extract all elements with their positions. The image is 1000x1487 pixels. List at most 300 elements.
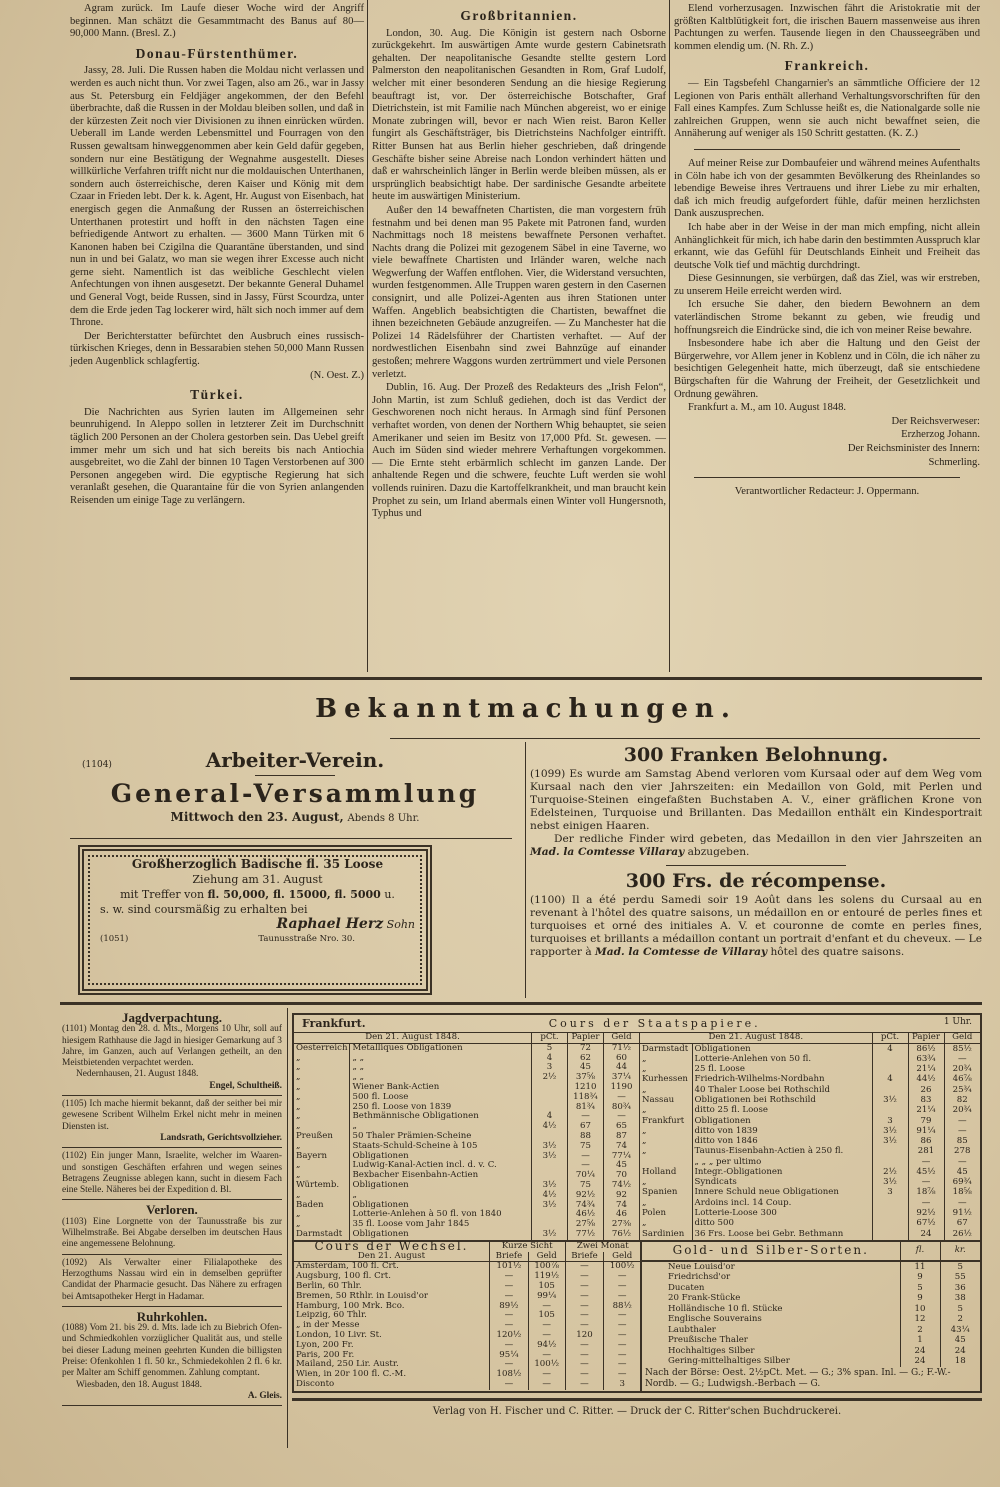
stock-papier: 75 bbox=[568, 1181, 604, 1191]
stock-name: 40 Thaler Loose bei Rothschild bbox=[694, 1084, 830, 1095]
stock-geld: 76½ bbox=[604, 1230, 640, 1240]
gold-table bbox=[642, 1242, 982, 1393]
reward-name: Mad. la Comtesse de Villaray bbox=[595, 946, 768, 958]
stock-row bbox=[640, 1075, 980, 1085]
stock-name: 35 fl. Loose vom Jahr 1845 bbox=[352, 1219, 470, 1230]
exchange-value: — bbox=[528, 1370, 565, 1380]
stock-papier: 92½ bbox=[568, 1191, 604, 1201]
stock-country: „ bbox=[294, 1112, 350, 1122]
stock-papier: 63¾ bbox=[908, 1055, 944, 1065]
stock-geld: 74 bbox=[604, 1201, 640, 1211]
exchange-place: Wien, in 20r 100 fl. C.-M. bbox=[296, 1369, 407, 1380]
stock-papier: 81¾ bbox=[568, 1103, 604, 1113]
stock-name: Integr.-Obligationen bbox=[694, 1166, 783, 1177]
exchange-place: Mailand, 250 Lir. Austr. bbox=[296, 1359, 399, 1370]
signature-line: Der Reichsminister des Innern: bbox=[847, 443, 980, 454]
stock-geld: — bbox=[944, 1157, 980, 1167]
stock-name: ditto 25 fl. Loose bbox=[694, 1105, 768, 1116]
exchange-place: „ in der Messe bbox=[296, 1320, 360, 1331]
stock-country: „ bbox=[294, 1210, 350, 1220]
stock-row bbox=[640, 1229, 980, 1239]
exchange-value: — bbox=[565, 1370, 604, 1380]
stock-country: „ bbox=[640, 1106, 692, 1116]
stock-name: Staats-Schuld-Scheine à 105 bbox=[352, 1140, 478, 1151]
stock-percent bbox=[872, 1209, 908, 1219]
exchange-value: — bbox=[528, 1380, 565, 1390]
stock-country: Sardinien bbox=[640, 1229, 692, 1239]
gold-value: 2 bbox=[940, 1314, 980, 1325]
gold-row bbox=[642, 1335, 980, 1346]
exchange-value: — bbox=[604, 1341, 640, 1351]
stock-country: Polen bbox=[640, 1209, 692, 1219]
stock-percent bbox=[872, 1106, 908, 1116]
exchange-value: — bbox=[604, 1292, 640, 1302]
classified-signature: Engel, Schultheiß. bbox=[209, 1080, 282, 1091]
stock-name: „ bbox=[352, 1121, 357, 1132]
section-rule bbox=[60, 1002, 982, 1005]
gold-value: 24 bbox=[900, 1346, 940, 1357]
stock-column-header: pCt. bbox=[872, 1033, 908, 1044]
news-column-1 bbox=[70, 3, 364, 509]
stock-percent: 4 bbox=[872, 1044, 908, 1055]
gold-value: 12 bbox=[900, 1314, 940, 1325]
stock-papier: 281 bbox=[908, 1147, 944, 1157]
article-paragraph: Diese Gesinnungen, sie verbürgen, daß das Ziel, was wir erstreben, zu unserem Heile erreicht werden wird. bbox=[674, 273, 980, 297]
stock-percent: 4 bbox=[872, 1075, 908, 1085]
exchange-value: — bbox=[565, 1360, 604, 1370]
exchange-value: — bbox=[489, 1311, 528, 1321]
stock-geld: 91½ bbox=[944, 1209, 980, 1219]
signature-line: Schmerling. bbox=[928, 456, 980, 468]
gold-coin: Neue Louisd'or bbox=[668, 1261, 735, 1272]
stock-papier: 72 bbox=[568, 1043, 604, 1053]
ad-rule bbox=[70, 838, 512, 839]
stock-row bbox=[640, 1219, 980, 1229]
stock-country: „ bbox=[640, 1147, 692, 1157]
gold-column-header: kr. bbox=[940, 1242, 980, 1261]
stock-percent: 3½ bbox=[872, 1127, 908, 1137]
exchange-value: — bbox=[604, 1272, 640, 1282]
exchange-value: 105 bbox=[528, 1311, 565, 1321]
article-paragraph: Jassy, 28. Juli. Die Russen haben die Moldau nicht verlassen und werden es auch nicht thun. Vor zwei Tagen, also am 26., war in Jassy aus St. Petersburg ein Feldjäger angekommen, der den Befehl überbrachte, daß die Russen in der Moldau bleiben sollen, und daß in der kürzesten Zeit noch vier Divisionen zu ihnen einrücken würden. Ueberall im Lande werden Lebensmittel und Fourragen von den Russen gewaltsam hinweggenommen aber kein Geld dafür gegeben, sondern nur eine Bestätigung der Wegnahme ausgestellt. Dieses willkürliche Verfahren trifft nicht nur die moldauischen Unterthanen, sondern auch österreichische, deren Kaiser und König mit dem Czaar in Frieden lebt. Der k. k. Agent, Hr. August von Eisenbach, hat energisch gegen die Anmaßung der Russen an österreichischen Unterthanen protestirt und hofft in den nächsten Tagen eine befriedigende Antwort zu erhalten. — 3600 Mann Türken mit 6 Kanonen haben bei Czigilna die Quarantäne überstanden, und sind nun in und bei Galatz, wo man sie wegen ihrer Excesse auch nicht gerne sieht. Namentlich ist das weibliche Geschlecht vielen Anfechtungen von ihnen ausgesetzt. Der bekannte General Duhamel und General Vogt, beide Russen, sind in Jassy, Fürst Scourdza, unter dem die Erde jeden Tag lockerer wird, hält sich noch immer auf dem Throne. bbox=[70, 65, 364, 329]
stock-name: Lotterie-Anlehen à 50 fl. von 1840 bbox=[352, 1209, 502, 1220]
arbeiter-verein-ad bbox=[70, 748, 520, 824]
gold-row bbox=[642, 1346, 980, 1357]
section-rule bbox=[70, 677, 982, 680]
stock-country: „ bbox=[640, 1199, 692, 1209]
stock-papier: 46½ bbox=[568, 1210, 604, 1220]
gold-value: 18 bbox=[940, 1356, 980, 1367]
exchange-value: — bbox=[565, 1292, 604, 1302]
ad-subtitle: General-Versammlung bbox=[110, 779, 480, 808]
stock-papier: 83 bbox=[908, 1096, 944, 1106]
stock-geld: 74½ bbox=[604, 1181, 640, 1191]
exchange-place: Berlin, 60 Thlr. bbox=[296, 1280, 362, 1291]
stock-papier: 45 bbox=[568, 1063, 604, 1073]
gold-value: 45 bbox=[940, 1335, 980, 1346]
exchange-row bbox=[294, 1380, 640, 1390]
stock-country: Bayern bbox=[294, 1152, 350, 1162]
stock-name: Bexbacher Eisenbahn-Actien bbox=[352, 1170, 479, 1181]
article-rule bbox=[694, 149, 960, 150]
stock-geld: 69¾ bbox=[944, 1178, 980, 1188]
ad-date: Mittwoch den 23. August, bbox=[170, 810, 344, 824]
stock-geld: 26½ bbox=[944, 1229, 980, 1239]
exchange-place: Amsterdam, 100 fl. Crt. bbox=[296, 1261, 399, 1272]
stock-geld: 92 bbox=[604, 1191, 640, 1201]
stock-row bbox=[640, 1106, 980, 1116]
stock-papier: 67 bbox=[568, 1122, 604, 1132]
stock-name: 36 Frs. Loose bei Gebr. Bethmann bbox=[694, 1228, 844, 1239]
footer-rule bbox=[292, 1398, 982, 1401]
classified-title: Verloren. bbox=[146, 1202, 198, 1218]
classified-text: (1105) Ich mache hiermit bekannt, daß der seither bei mir gewesene Scribent Wilhelm Erkel nicht mehr in meinen Diensten ist. bbox=[62, 1099, 282, 1132]
exchange-value: — bbox=[565, 1311, 604, 1321]
article-paragraph: Ich ersuche Sie daher, den biedern Bewohnern an dem vaterländischen Strome bekannt zu geben, wie freudig und hoffnungsreich die Eindrücke sind, die ich von meiner Reise bewahre. bbox=[674, 299, 980, 336]
stock-name: „ „ bbox=[352, 1072, 365, 1083]
stock-geld: 85½ bbox=[944, 1044, 980, 1055]
article-paragraph: Ich habe aber in der Weise in der man mich empfing, nicht allein Anhänglichkeit für mich, ich habe darin den bestimmten Ausspruch klar erkannt, wie das Gefühl für Deutschlands Einheit und Freiheit das deutsche Volk tief und mächtig durchdringt. bbox=[674, 221, 980, 271]
exchange-value: 100½ bbox=[528, 1360, 565, 1370]
stock-name: 500 fl. Loose bbox=[352, 1091, 409, 1102]
gold-row bbox=[642, 1356, 980, 1367]
stock-percent: 4 bbox=[532, 1112, 568, 1122]
gold-value: 9 bbox=[900, 1293, 940, 1304]
stock-percent: 3½ bbox=[532, 1230, 568, 1240]
gold-value: 11 bbox=[900, 1261, 940, 1273]
exchange-value: 105 bbox=[528, 1282, 565, 1292]
section-heading: Frankreich. bbox=[784, 58, 870, 74]
exchange-value: — bbox=[565, 1321, 604, 1331]
classified-text: (1092) Als Verwalter einer Filialapotheke des Herzogthums Nassau wird ein in demselben geprüfter Candidat der Pharmacie gesucht. Das Nähere zu erfragen bei Amtsapotheker Hergt in Hadamar. bbox=[62, 1257, 282, 1302]
stock-name: 50 Thaler Prämien-Scheine bbox=[352, 1130, 472, 1141]
stock-name: Innere Schuld neue Obligationen bbox=[694, 1187, 839, 1198]
stock-name: ditto von 1846 bbox=[694, 1136, 758, 1147]
exchange-rates bbox=[294, 1238, 640, 1390]
short-rule bbox=[255, 775, 335, 776]
gold-column-header: fl. bbox=[900, 1242, 940, 1261]
stock-papier: 62 bbox=[568, 1054, 604, 1064]
reward-name: Mad. la Comtesse Villaray bbox=[530, 846, 685, 858]
gold-value: 24 bbox=[900, 1356, 940, 1367]
exchange-value: — bbox=[489, 1341, 528, 1351]
stock-geld: 70 bbox=[604, 1171, 640, 1181]
exchange-value: — bbox=[604, 1360, 640, 1370]
reward-body: abzugeben. bbox=[687, 846, 750, 858]
stock-percent bbox=[532, 1093, 568, 1103]
stock-papier: 45½ bbox=[908, 1168, 944, 1178]
exchange-value: — bbox=[565, 1272, 604, 1282]
ad-number: (1100) bbox=[530, 894, 566, 906]
exchange-place: Hamburg, 100 Mrk. Bco. bbox=[296, 1300, 405, 1311]
exchange-value: 89½ bbox=[489, 1302, 528, 1312]
gold-coin: Friedrichsd'or bbox=[668, 1272, 731, 1283]
stock-geld: 46 bbox=[604, 1210, 640, 1220]
signature-line: Erzherzog Johann. bbox=[901, 429, 980, 441]
stock-country: „ bbox=[640, 1137, 692, 1147]
ad-number: (1099) bbox=[530, 768, 566, 780]
gold-value: 10 bbox=[900, 1304, 940, 1315]
gold-coin: 20 Frank-Stücke bbox=[668, 1293, 741, 1304]
exchange-value: — bbox=[565, 1282, 604, 1292]
stock-country: Frankfurt bbox=[640, 1116, 692, 1126]
exchange-subcolumn: Geld bbox=[528, 1252, 565, 1262]
stock-percent: 3 bbox=[872, 1116, 908, 1126]
exchange-value: 94½ bbox=[528, 1341, 565, 1351]
exchange-value: — bbox=[489, 1272, 528, 1282]
classified-place: Wiesbaden, den 18. August 1848. bbox=[76, 1379, 202, 1390]
lottery-ad bbox=[100, 857, 415, 947]
exchange-place: Bremen, 50 Rthlr. in Louisd'or bbox=[296, 1290, 428, 1301]
stock-country: „ bbox=[294, 1054, 350, 1064]
stock-geld: 20¾ bbox=[944, 1065, 980, 1075]
exchange-place: Augsburg, 100 fl. Crt. bbox=[296, 1271, 391, 1282]
exchange-subcolumn: Geld bbox=[604, 1252, 640, 1262]
exchange-table bbox=[292, 1238, 642, 1393]
stock-percent bbox=[872, 1219, 908, 1229]
stock-header-row bbox=[294, 1033, 640, 1043]
stock-percent bbox=[872, 1229, 908, 1239]
stock-country: Oesterreich bbox=[294, 1043, 350, 1053]
gold-value: 9 bbox=[900, 1272, 940, 1283]
exchange-and-gold bbox=[292, 1238, 982, 1393]
exchange-place: London, 10 Livr. St. bbox=[296, 1329, 382, 1340]
stock-geld: — bbox=[944, 1055, 980, 1065]
stock-papier: 70¼ bbox=[568, 1171, 604, 1181]
stock-geld: — bbox=[944, 1199, 980, 1209]
stock-header-row bbox=[640, 1033, 980, 1044]
article-paragraph: Frankfurt a. M., am 10. August 1848. bbox=[688, 402, 847, 414]
gold-coin: Ducaten bbox=[668, 1282, 705, 1293]
stock-percent: 3 bbox=[532, 1063, 568, 1073]
classified-ad bbox=[62, 1200, 282, 1254]
classified-text: (1101) Montag den 28. d. Mts., Morgens 10 Uhr, soll auf hiesigem Rathhause die Jagd in hiesiger Gemarkung auf 3 Jahre, im Ganzen, auch auf Verlangen getheilt, an den Meistbietenden verpachtet werden. bbox=[62, 1024, 282, 1069]
article-paragraph: Insbesondere habe ich aber die Haltung und den Geist der Bürgerwehre, vor Allem jener in Koblenz und in Cöln, die ich näher zu besichtigen Gelegenheit hatte, mich überzeugt, daß sie entschiedene Bürgschaften für die Wahrung der Freiheit, der Gesetzlichkeit und Ordnung gewähren. bbox=[674, 338, 980, 400]
lottery-text-2: s. w. sind coursmäßig zu erhalten bei bbox=[100, 903, 308, 916]
stock-percent bbox=[532, 1210, 568, 1220]
stock-table-left bbox=[294, 1033, 640, 1240]
ad-number: (1104) bbox=[82, 760, 112, 770]
column-divider bbox=[287, 1008, 288, 1448]
stock-country: Holland bbox=[640, 1168, 692, 1178]
gold-header bbox=[642, 1242, 980, 1261]
stock-geld: 67 bbox=[944, 1219, 980, 1229]
stock-geld: 20¾ bbox=[944, 1106, 980, 1116]
signature-line: Der Reichsverweser: bbox=[891, 415, 980, 427]
stock-country: Preußen bbox=[294, 1132, 350, 1142]
stock-geld: 44 bbox=[604, 1063, 640, 1073]
gold-value: 36 bbox=[940, 1283, 980, 1294]
ad-title: Arbeiter-Verein. bbox=[205, 748, 385, 772]
stock-name: Lotterie-Anlehen von 50 fl. bbox=[694, 1053, 812, 1064]
stock-country: Baden bbox=[294, 1201, 350, 1211]
reward-body: Es wurde am Samstag Abend verloren vom Kursaal oder auf dem Weg vom Kursaal nach den vier Jahrszeiten: ein Medaillon von Gold, mit Perlen und Turquoise-Steinen eingefaßten Buchstaben A. V., einer gräflichen Krone von Edelsteinen, Turquoise und Brillanten. Das Medaillon enthält ein Kindesportrait nebst einigen Haaren. bbox=[530, 768, 983, 832]
stock-row bbox=[640, 1044, 980, 1055]
exchange-value: — bbox=[604, 1311, 640, 1321]
small-ads-column bbox=[62, 1008, 282, 1406]
stock-name: „ bbox=[352, 1189, 357, 1200]
stock-geld: 45 bbox=[944, 1168, 980, 1178]
exchange-value: — bbox=[489, 1282, 528, 1292]
stock-name: Taunus-Eisenbahn-Actien à 250 fl. bbox=[694, 1146, 844, 1157]
stock-country: „ bbox=[294, 1063, 350, 1073]
stock-name: ditto von 1839 bbox=[694, 1125, 758, 1136]
stock-country: „ bbox=[294, 1103, 350, 1113]
stock-papier: 92½ bbox=[908, 1209, 944, 1219]
stock-percent: 5 bbox=[532, 1043, 568, 1053]
imprint-footer: Verlag von H. Fischer und C. Ritter. — Druck der C. Ritter'schen Buchdruckerei. bbox=[432, 1405, 842, 1417]
reward-ad-german bbox=[530, 744, 982, 959]
reward-body: Il a été perdu Samedi soir 19 Août dans les solens du Cursaal au en revenant à l'hôtel des quatre saisons, un médaillon en or entouré de perles fines et turquoises et orné des initiales A. V. et couronne de comte en perles fines, turquoises et brillants a médaillon contant un portrait d'enfant et du cheveux. — Le rapporter à bbox=[530, 894, 982, 958]
exchange-value: — bbox=[604, 1351, 640, 1361]
gold-row bbox=[642, 1272, 980, 1283]
gold-coin: Preußische Thaler bbox=[668, 1335, 748, 1346]
exchange-value: — bbox=[565, 1262, 604, 1272]
stock-papier: 75 bbox=[568, 1142, 604, 1152]
gold-silver-rates bbox=[642, 1242, 980, 1367]
gold-value: 5 bbox=[940, 1261, 980, 1273]
article-paragraph: Elend vorherzusagen. Inzwischen fährt die Aristokratie mit der größten Kaltblütigkeit fort, die irischen Bauern massenweise aus ihren Pachtungen zu werfen. Tausende liegen in den Chausseegräben und kommen elendig um. (N. Rh. Z.) bbox=[674, 3, 980, 52]
stock-percent: 3½ bbox=[532, 1201, 568, 1211]
section-heading: Türkei. bbox=[190, 387, 244, 403]
stock-country: Darmstadt bbox=[640, 1044, 692, 1055]
gold-row bbox=[642, 1314, 980, 1325]
exchange-value: — bbox=[528, 1302, 565, 1312]
reward-text-french bbox=[530, 894, 982, 959]
classified-signature: Landsrath, Gerichtsvollzieher. bbox=[160, 1132, 282, 1143]
exchange-value: — bbox=[565, 1341, 604, 1351]
short-rule bbox=[666, 865, 846, 866]
gold-title: Gold- und Silber-Sorten. bbox=[672, 1242, 869, 1257]
gold-value: 55 bbox=[940, 1272, 980, 1283]
stock-papier: 77½ bbox=[568, 1230, 604, 1240]
gold-value: 38 bbox=[940, 1293, 980, 1304]
exchange-value: 88½ bbox=[604, 1302, 640, 1312]
lottery-text-end: u. bbox=[384, 888, 395, 901]
stock-country: „ bbox=[640, 1219, 692, 1229]
stock-papier: — bbox=[908, 1157, 944, 1167]
stock-papier: — bbox=[568, 1112, 604, 1122]
stock-name: Obligationen bbox=[352, 1179, 409, 1190]
stock-column-header: pCt. bbox=[532, 1033, 568, 1043]
article-paragraph: Die Nachrichten aus Syrien lauten im Allgemeinen sehr beunruhigend. In Aleppo sollen in letzterer Zeit im Durchschnitt täglich 200 Personen an der Cholera gestorben sein. Das Uebel greift immer mehr um sich und hat sich bereits bis nach Antiochia ausgebreitet, wo die Zahl der binnen 10 Tagen Verstorbenen auf 300 Personen angegeben wird. Die egyptische Regierung hat sich veranlaßt gesehen, die Quarantaine für die von Syrien anlangenden Reisenden um einige Tage zu verlängern. bbox=[70, 406, 364, 506]
exchange-value: 99¼ bbox=[528, 1292, 565, 1302]
stock-geld: 46⅞ bbox=[944, 1075, 980, 1085]
stock-geld: 71½ bbox=[604, 1043, 640, 1053]
classified-ad bbox=[62, 1307, 282, 1406]
stock-papier: 27⅝ bbox=[568, 1220, 604, 1230]
stock-geld: — bbox=[944, 1127, 980, 1137]
stock-papier: 88 bbox=[568, 1132, 604, 1142]
stock-papier: 91¼ bbox=[908, 1127, 944, 1137]
stock-geld: — bbox=[604, 1112, 640, 1122]
exchange-place: Lyon, 200 Fr. bbox=[296, 1339, 354, 1350]
exchange-value: 120½ bbox=[489, 1331, 528, 1341]
classified-signature: A. Gleis. bbox=[247, 1390, 282, 1401]
exchange-value: — bbox=[565, 1351, 604, 1361]
classified-place: Nedernhausen, 21. August 1848. bbox=[76, 1069, 199, 1080]
classified-text: (1102) Ein junger Mann, Israelite, welcher im Waaren- und sonstigen Geschäften erfahren und wegen seines Betragens Zeugnisse ablegen kann, sucht in diesem Fach eine Stelle. Näheres bei der Expedition d. Bl. bbox=[62, 1151, 282, 1196]
exchange-group: Kurze Sicht bbox=[489, 1242, 565, 1252]
exchange-note: Nach der Börse: Oest. 2½pCt. Met. — G.; 3% span. Inl. — G.; F.-W.-Nordb. — G.; Ludwigsh.-Berbach — G. bbox=[645, 1367, 951, 1389]
stock-percent: 3½ bbox=[532, 1152, 568, 1162]
stock-column-header: Geld bbox=[604, 1033, 640, 1043]
gold-coin: Hochhaltiges Silber bbox=[668, 1345, 755, 1356]
stock-table-right bbox=[640, 1033, 980, 1240]
stock-geld: 1190 bbox=[604, 1083, 640, 1093]
stock-table bbox=[292, 1013, 982, 1242]
stock-papier: 37⅝ bbox=[568, 1073, 604, 1083]
article-paragraph: Auf meiner Reise zur Dombaufeier und während meines Aufenthalts in Cöln habe ich von der gesammten Bevölkerung des Rheinlandes so lebendige Beweise ihres Vertrauens und ihrer Liebe zu mir erhalten, daß ich mich freudig aufgefordert fühle, dafür meinen herzlichsten Dank auszusprechen. bbox=[674, 157, 980, 220]
stock-country: Nassau bbox=[640, 1096, 692, 1106]
stock-country: „ bbox=[640, 1127, 692, 1137]
stock-percent: 3½ bbox=[532, 1181, 568, 1191]
editor-credit: Verantwortlicher Redacteur: J. Oppermann. bbox=[734, 486, 920, 498]
stock-papier: 21¼ bbox=[908, 1106, 944, 1116]
stock-geld: 37¼ bbox=[604, 1073, 640, 1083]
stock-geld: 87 bbox=[604, 1132, 640, 1142]
stock-name: „ „ „ per ultimo bbox=[694, 1156, 762, 1167]
lottery-seller: Raphael Herz bbox=[276, 916, 384, 932]
gold-row bbox=[642, 1261, 980, 1273]
stock-percent: 3½ bbox=[872, 1137, 908, 1147]
stock-percent: 3½ bbox=[532, 1142, 568, 1152]
lottery-prizes bbox=[100, 887, 415, 902]
stock-geld: — bbox=[604, 1093, 640, 1103]
classified-text: (1103) Eine Lorgnette von der Taunusstraße bis zur Wilhelmstraße. Bei Abgabe derselben im deutschen Haus eine angemessene Belohnung. bbox=[62, 1216, 282, 1250]
stock-papier: 86½ bbox=[908, 1044, 944, 1055]
gold-row bbox=[642, 1293, 980, 1304]
exchange-value: — bbox=[528, 1331, 565, 1341]
stock-column-header: Papier bbox=[568, 1033, 604, 1043]
section-rule bbox=[390, 738, 980, 739]
stock-percent: 3 bbox=[872, 1188, 908, 1198]
exchange-value: — bbox=[489, 1360, 528, 1370]
gold-value: 24 bbox=[940, 1346, 980, 1357]
exchange-value: — bbox=[489, 1380, 528, 1390]
classified-text: (1088) Vom 21. bis 29. d. Mts. lade ich zu Biebrich Ofen- und Schmiedkohlen vorzüglicher Qualität aus, und stelle bei dieser Ladung meinen geehrten Kunden die billigsten Preise: Ofenkohlen 1 fl. 50 kr., Schmiedekohlen 2 fl. 6 kr. per Malter am Schiff genommen. Zahlung comptant. bbox=[62, 1323, 282, 1379]
ad-divider bbox=[525, 742, 526, 998]
gold-coin: Holländische 10 fl. Stücke bbox=[668, 1303, 783, 1314]
stock-percent bbox=[872, 1147, 908, 1157]
stock-geld: 278 bbox=[944, 1147, 980, 1157]
stock-percent: 2½ bbox=[532, 1073, 568, 1083]
stock-geld: 45 bbox=[604, 1161, 640, 1171]
stock-papier: 1210 bbox=[568, 1083, 604, 1093]
stock-geld: 27⅜ bbox=[604, 1220, 640, 1230]
stock-geld: 25¾ bbox=[944, 1085, 980, 1095]
stock-geld: 82 bbox=[944, 1096, 980, 1106]
stock-country: „ bbox=[294, 1161, 350, 1171]
stock-geld: 77¼ bbox=[604, 1152, 640, 1162]
gold-value: 2 bbox=[900, 1325, 940, 1336]
lottery-footer-line bbox=[100, 932, 415, 947]
stock-time: 1 Uhr. bbox=[943, 1017, 972, 1027]
exchange-value: — bbox=[604, 1331, 640, 1341]
classified-title: Ruhrkohlen. bbox=[136, 1308, 208, 1324]
source-citation: (N. Oest. Z.) bbox=[310, 369, 364, 381]
exchange-value: 120 bbox=[565, 1331, 604, 1341]
ad-time: Abends 8 Uhr. bbox=[347, 813, 420, 824]
reward-body: hôtel des quatre saisons. bbox=[770, 946, 905, 958]
stock-papier: — bbox=[568, 1161, 604, 1171]
news-column-2 bbox=[372, 3, 666, 522]
exchange-group: Zwei Monat bbox=[565, 1242, 640, 1252]
stock-papier: 67½ bbox=[908, 1219, 944, 1229]
stock-name: Obligationen bei Rothschild bbox=[694, 1094, 816, 1105]
exchange-date: Den 21. August bbox=[357, 1250, 426, 1261]
exchange-value: 108½ bbox=[489, 1370, 528, 1380]
